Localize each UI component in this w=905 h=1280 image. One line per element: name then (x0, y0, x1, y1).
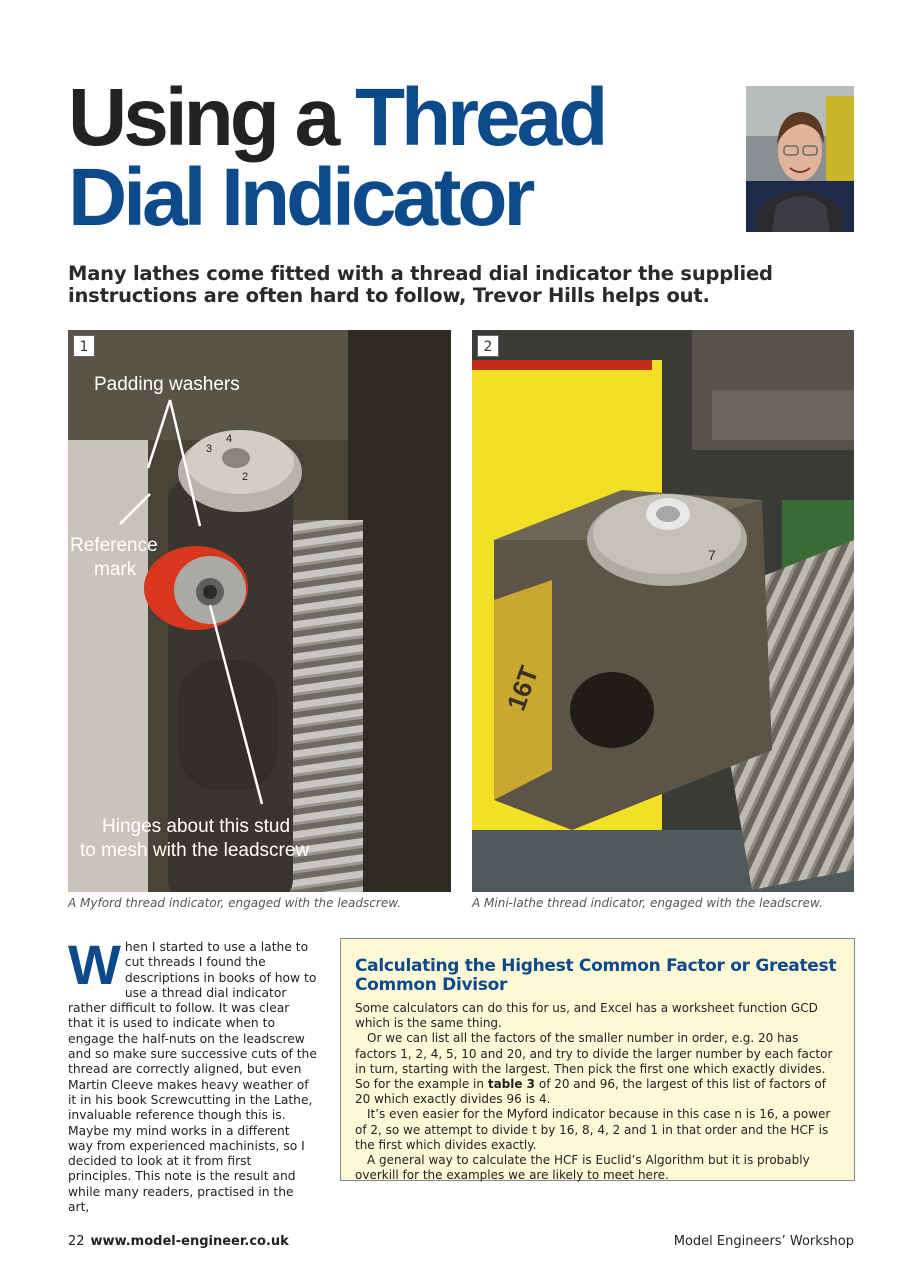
drop-cap: W (68, 933, 121, 996)
sidebar-paragraph-3: It’s even easier for the Myford indicator because in this case n is 16, a power of 2, so we attempt to divide t by 16, 8, 4, 2 and 1 in that order and the HCF is the first which divides exactly. (355, 1107, 831, 1152)
figure-1-dial-digit-3: 3 (206, 443, 213, 455)
hcf-sidebar-box (340, 938, 855, 1181)
figure-1-photo (68, 330, 451, 892)
figure-1-dial-digit-2: 2 (242, 471, 249, 483)
figure-2-dial-digit-7: 7 (708, 547, 716, 563)
title-part-dark: Using a (68, 72, 355, 163)
article-text: hen I started to use a lathe to cut threads I found the descriptions in books of how to use a thread dial indicator rather difficult to follow. It was clear that it is used to indicate when to engage the half-nuts on the leadscrew and so make sure successive cuts of the thread are correctly aligned, but even Martin Cleeve makes heavy weather of it in his book Screwcutting in the Lathe, invaluable reference though this is. Maybe my mind works in a different way from experienced machinists, so I decided to look at it from first principles. This note is the result and while many readers, practised in the art, (68, 940, 317, 1215)
footer-magazine-name: Model Engineers’ Workshop (673, 1234, 854, 1249)
sidebar-p2-text-a: Or we can list all the factors of the smaller number in order, e.g. 20 has factors 1, 2, 4, 5, 10 and 20, and try to divide the larger number by each factor in turn, starting with the largest. Then pick the first one which exactly divides. So for the example in (355, 1031, 833, 1092)
figure-1-label-padding-washers: Padding washers (94, 374, 240, 395)
author-portrait (746, 86, 854, 232)
sidebar-table-ref: table 3 (487, 1077, 536, 1092)
figure-1-caption: A Myford thread indicator, engaged with the leadscrew. (68, 896, 402, 910)
figure-1-label-reference: Reference (70, 535, 158, 556)
title-line-2: Dial Indicator (68, 152, 532, 243)
figure-2-photo (472, 330, 854, 892)
figure-2-caption: A Mini-lathe thread indicator, engaged with the leadscrew. (472, 896, 823, 910)
title-part-blue: Thread (354, 72, 605, 163)
sidebar-title: Calculating the Highest Common Factor or Greatest Common Divisor (355, 956, 837, 995)
figure-2-number: 2 (477, 335, 499, 357)
figure-1-number: 1 (73, 335, 95, 357)
figure-2-tag-16t: 16T (500, 662, 545, 715)
sidebar-p2-text-b: of 20 and 96, the largest of this list of factors of 20 which exactly divides 96 is 4. (355, 1077, 826, 1107)
footer-left (68, 1234, 289, 1249)
sidebar-paragraph-1: Some calculators can do this for us, and Excel has a worksheet function GCD which is the same thing. (355, 1001, 818, 1031)
figure-1-label-hinges: Hinges about this stud (102, 816, 291, 837)
article-title (68, 72, 605, 243)
article-body (68, 933, 318, 1215)
sidebar-paragraph-2 (355, 1031, 840, 1107)
footer-url[interactable]: www.model-engineer.co.uk (90, 1234, 289, 1249)
figure-1-label-leadscrew: to mesh with the leadscrew (80, 840, 310, 861)
page-number: 22 (68, 1234, 85, 1249)
sidebar-paragraph-4: A general way to calculate the HCF is Euclid’s Algorithm but it is probably overkill for the examples we are likely to meet here. (355, 1153, 810, 1183)
intro-standfirst: Many lathes come fitted with a thread dial indicator the supplied instructions are often hard to follow, Trevor Hills helps out. (68, 262, 773, 307)
figure-1-label-mark: mark (94, 559, 137, 580)
figure-1-dial-digit-4: 4 (226, 433, 233, 445)
